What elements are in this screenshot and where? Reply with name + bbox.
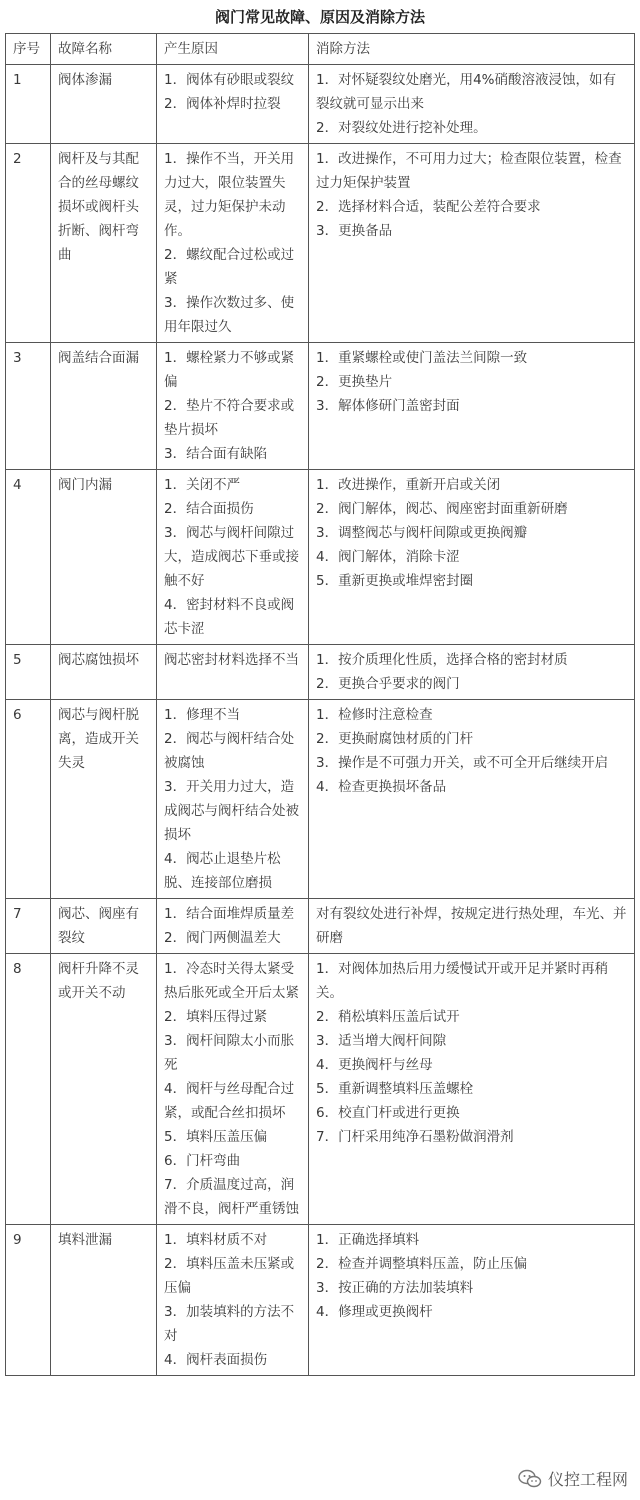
page-title: 阀门常见故障、原因及消除方法 — [214, 8, 425, 26]
remedy-item: 1．改进操作，不可用力过大；检查限位装置，检查过力矩保护装置 — [316, 151, 622, 191]
table-row — [6, 700, 635, 899]
remedy-item: 3．更换备品 — [316, 223, 393, 239]
cause-item: 1．修理不当 — [164, 707, 241, 723]
header-fault-name: 故障名称 — [51, 34, 157, 65]
fault-name: 阀芯、阀座有裂纹 — [51, 899, 157, 954]
cause-item: 1．填料材质不对 — [164, 1232, 268, 1248]
remedy-item: 1．对怀疑裂纹处磨光，用4%硝酸溶液浸蚀，如有裂纹就可显示出来 — [316, 72, 617, 112]
table-row — [6, 343, 635, 470]
cause-cell — [157, 65, 309, 144]
row-number: 8 — [6, 954, 51, 1225]
remedy-item: 2．更换耐腐蚀材质的门杆 — [316, 731, 474, 747]
remedy-item: 4．更换阀杆与丝母 — [316, 1057, 433, 1073]
remedy-item: 2．选择材料合适，装配公差符合要求 — [316, 199, 541, 215]
cause-item: 4．阀杆表面损伤 — [164, 1352, 268, 1368]
cause-item: 1．操作不当，开关用力过大，限位装置失灵，过力矩保护未动作。 — [164, 151, 295, 239]
cause-cell — [157, 144, 309, 343]
remedy-item: 1．对阀体加热后用力缓慢试开或开足并紧时再稍关。 — [316, 961, 609, 1001]
remedy-cell — [309, 700, 635, 899]
remedy-item: 2．检查并调整填料压盖，防止压偏 — [316, 1256, 528, 1272]
cause-item: 4．密封材料不良或阀芯卡涩 — [164, 597, 295, 637]
header-remedy: 消除方法 — [309, 34, 635, 65]
table-row — [6, 470, 635, 645]
remedy-item: 对有裂纹处进行补焊，按规定进行热处理，车光、并研磨 — [316, 906, 627, 946]
cause-item: 2．填料压盖未压紧或压偏 — [164, 1256, 295, 1296]
remedy-item: 2．更换合乎要求的阀门 — [316, 676, 460, 692]
fault-table — [5, 33, 635, 1376]
remedy-item: 4．修理或更换阀杆 — [316, 1304, 433, 1320]
cause-item: 阀芯密封材料选择不当 — [164, 652, 299, 668]
table-header-row — [6, 34, 635, 65]
row-number: 1 — [6, 65, 51, 144]
table-row — [6, 144, 635, 343]
remedy-item: 1．检修时注意检查 — [316, 707, 433, 723]
header-no: 序号 — [6, 34, 51, 65]
header-cause: 产生原因 — [157, 34, 309, 65]
cause-item: 2．填料压得过紧 — [164, 1009, 268, 1025]
remedy-item: 7．门杆采用纯净石墨粉做润滑剂 — [316, 1129, 514, 1145]
remedy-cell — [309, 1225, 635, 1376]
remedy-item: 4．检查更换损坏备品 — [316, 779, 447, 795]
fault-name: 阀盖结合面漏 — [51, 343, 157, 470]
remedy-cell — [309, 144, 635, 343]
row-number: 4 — [6, 470, 51, 645]
remedy-item: 2．稍松填料压盖后试开 — [316, 1009, 460, 1025]
fault-name: 阀杆及与其配合的丝母螺纹损坏或阀杆头折断、阀杆弯曲 — [51, 144, 157, 343]
cause-item: 2．螺纹配合过松或过紧 — [164, 247, 295, 287]
row-number: 7 — [6, 899, 51, 954]
cause-cell — [157, 1225, 309, 1376]
table-row — [6, 1225, 635, 1376]
table-row — [6, 954, 635, 1225]
cause-item: 2．阀体补焊时拉裂 — [164, 96, 281, 112]
row-number: 3 — [6, 343, 51, 470]
cause-item: 3．阀芯与阀杆间隙过大，造成阀芯下垂或接触不好 — [164, 525, 299, 589]
cause-item: 2．阀芯与阀杆结合处被腐蚀 — [164, 731, 295, 771]
remedy-item: 1．正确选择填料 — [316, 1232, 420, 1248]
cause-item: 4．阀杆与丝母配合过紧，或配合丝扣损坏 — [164, 1081, 295, 1121]
remedy-item: 3．操作是不可强力开关，或不可全开后继续开启 — [316, 755, 609, 771]
cause-cell — [157, 343, 309, 470]
cause-item: 5．填料压盖压偏 — [164, 1129, 268, 1145]
remedy-cell — [309, 65, 635, 144]
cause-cell — [157, 899, 309, 954]
remedy-cell — [309, 899, 635, 954]
fault-name: 阀杆升降不灵或开关不动 — [51, 954, 157, 1225]
remedy-item: 2．阀门解体，阀芯、阀座密封面重新研磨 — [316, 501, 568, 517]
cause-item: 3．操作次数过多、使用年限过久 — [164, 295, 295, 335]
fault-name: 阀芯腐蚀损坏 — [51, 645, 157, 700]
watermark-text: 仪控工程网 — [547, 1470, 628, 1489]
table-row — [6, 899, 635, 954]
cause-cell — [157, 645, 309, 700]
fault-name: 阀芯与阀杆脱离，造成开关失灵 — [51, 700, 157, 899]
remedy-item: 3．按正确的方法加装填料 — [316, 1280, 474, 1296]
cause-item: 7．介质温度过高，润滑不良，阀杆严重锈蚀 — [164, 1177, 299, 1217]
watermark — [518, 1467, 628, 1490]
cause-item: 4．阀芯止退垫片松脱、连接部位磨损 — [164, 851, 281, 891]
table-row — [6, 65, 635, 144]
remedy-item: 2．对裂纹处进行挖补处理。 — [316, 120, 487, 136]
cause-item: 3．开关用力过大，造成阀芯与阀杆结合处被损坏 — [164, 779, 299, 843]
row-number: 2 — [6, 144, 51, 343]
remedy-item: 5．重新调整填料压盖螺栓 — [316, 1081, 474, 1097]
row-number: 6 — [6, 700, 51, 899]
cause-item: 3．加装填料的方法不对 — [164, 1304, 295, 1344]
remedy-item: 3．适当增大阀杆间隙 — [316, 1033, 447, 1049]
cause-cell — [157, 470, 309, 645]
remedy-cell — [309, 470, 635, 645]
remedy-cell — [309, 343, 635, 470]
cause-item: 1．结合面堆焊质量差 — [164, 906, 295, 922]
remedy-item: 1．改进操作，重新开启或关闭 — [316, 477, 501, 493]
cause-item: 3．结合面有缺陷 — [164, 446, 268, 462]
remedy-cell — [309, 645, 635, 700]
cause-item: 1．阀体有砂眼或裂纹 — [164, 72, 295, 88]
remedy-item: 1．按介质理化性质，选择合格的密封材质 — [316, 652, 568, 668]
remedy-item: 5．重新更换或堆焊密封圈 — [316, 573, 474, 589]
cause-item: 6．门杆弯曲 — [164, 1153, 241, 1169]
cause-item: 1．冷态时关得太紧受热后胀死或全开后太紧 — [164, 961, 299, 1001]
cause-cell — [157, 954, 309, 1225]
remedy-item: 3．解体修研门盖密封面 — [316, 398, 460, 414]
row-number: 9 — [6, 1225, 51, 1376]
table-row — [6, 645, 635, 700]
fault-name: 阀体渗漏 — [51, 65, 157, 144]
cause-item: 3．阀杆间隙太小而胀死 — [164, 1033, 295, 1073]
cause-item: 2．结合面损伤 — [164, 501, 254, 517]
fault-name: 阀门内漏 — [51, 470, 157, 645]
cause-item: 2．垫片不符合要求或垫片损坏 — [164, 398, 295, 438]
remedy-cell — [309, 954, 635, 1225]
cause-item: 1．关闭不严 — [164, 477, 241, 493]
cause-item: 2．阀门两侧温差大 — [164, 930, 281, 946]
row-number: 5 — [6, 645, 51, 700]
remedy-item: 2．更换垫片 — [316, 374, 393, 390]
remedy-item: 3．调整阀芯与阀杆间隙或更换阀瓣 — [316, 525, 528, 541]
fault-name: 填料泄漏 — [51, 1225, 157, 1376]
cause-item: 1．螺栓紧力不够或紧偏 — [164, 350, 295, 390]
remedy-item: 1．重紧螺栓或使门盖法兰间隙一致 — [316, 350, 528, 366]
cause-cell — [157, 700, 309, 899]
remedy-item: 4．阀门解体，消除卡涩 — [316, 549, 460, 565]
remedy-item: 6．校直门杆或进行更换 — [316, 1105, 460, 1121]
wechat-icon — [518, 1469, 542, 1489]
